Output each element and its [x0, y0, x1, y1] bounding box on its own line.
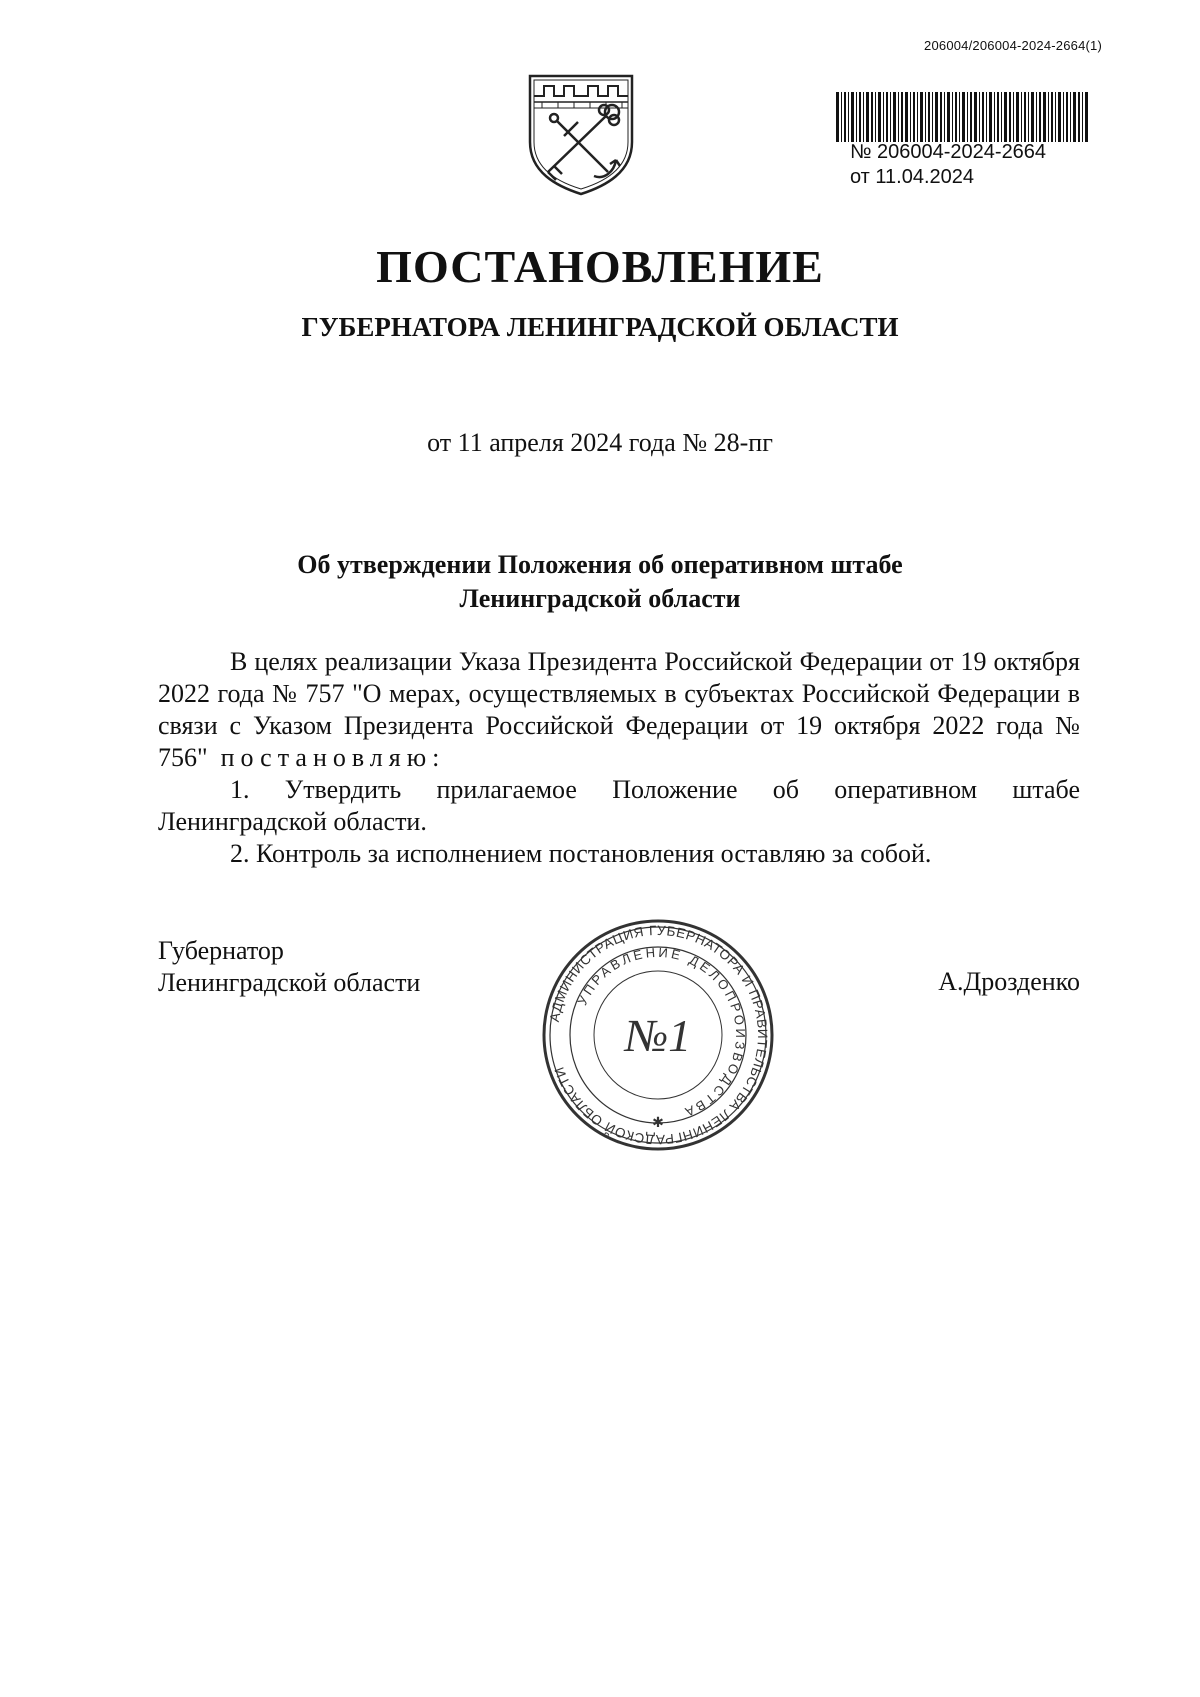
position-line-1: Губернатор	[158, 936, 284, 965]
coat-of-arms-icon	[524, 72, 638, 196]
document-date-number: от 11 апреля 2024 года № 28-пг	[427, 428, 773, 457]
document-body	[158, 646, 1080, 870]
preamble-paragraph	[158, 646, 1080, 774]
stamp-inner-text: УПРАВЛЕНИЕ ДЕЛОПРОИЗВОДСТВА	[574, 944, 749, 1121]
document-title: ПОСТАНОВЛЕНИЕ	[376, 241, 824, 292]
stamp-outer-text: АДМИНИСТРАЦИЯ ГУБЕРНАТОРА И ПРАВИТЕЛЬСТВА ЛЕНИНГРАДСКОЙ ОБЛАСТИ	[546, 922, 771, 1148]
stamp-asterisk-icon: ✱	[652, 1115, 664, 1131]
registration-date: от 11.04.2024	[850, 166, 975, 188]
signatory-name: А.Дрозденко	[938, 967, 1080, 996]
document-subtitle: ГУБЕРНАТОРА ЛЕНИНГРАДСКОЙ ОБЛАСТИ	[301, 312, 899, 342]
document-heading	[0, 548, 1200, 616]
preamble-text: В целях реализации Указа Президента Российской Федерации от 19 октября 2022 года № 757 "О мерах, осуществляемых в субъектах Российской Федерации в связи с Указом Президента Российской Федерации от 19 октября 2022 года № 756"	[158, 647, 1080, 772]
official-stamp-icon	[538, 915, 778, 1155]
top-reference-number: 206004/206004-2024-2664(1)	[924, 38, 1102, 53]
position-line-2: Ленинградской области	[158, 968, 421, 997]
signatory-position	[158, 935, 420, 999]
decree-word: постановляю:	[220, 743, 446, 772]
registration-block	[850, 140, 1046, 190]
heading-line-2: Ленинградской области	[459, 584, 741, 613]
item-2: 2. Контроль за исполнением постановления оставляю за собой.	[230, 839, 932, 868]
stamp-center-text: №1	[624, 1010, 692, 1061]
barcode-icon	[836, 92, 1090, 142]
item-1: 1. Утвердить прилагаемое Положение об оперативном штабе Ленинградской области.	[158, 775, 1080, 836]
registration-number: № 206004-2024-2664	[850, 141, 1047, 163]
heading-line-1: Об утверждении Положения об оперативном штабе	[297, 550, 903, 579]
